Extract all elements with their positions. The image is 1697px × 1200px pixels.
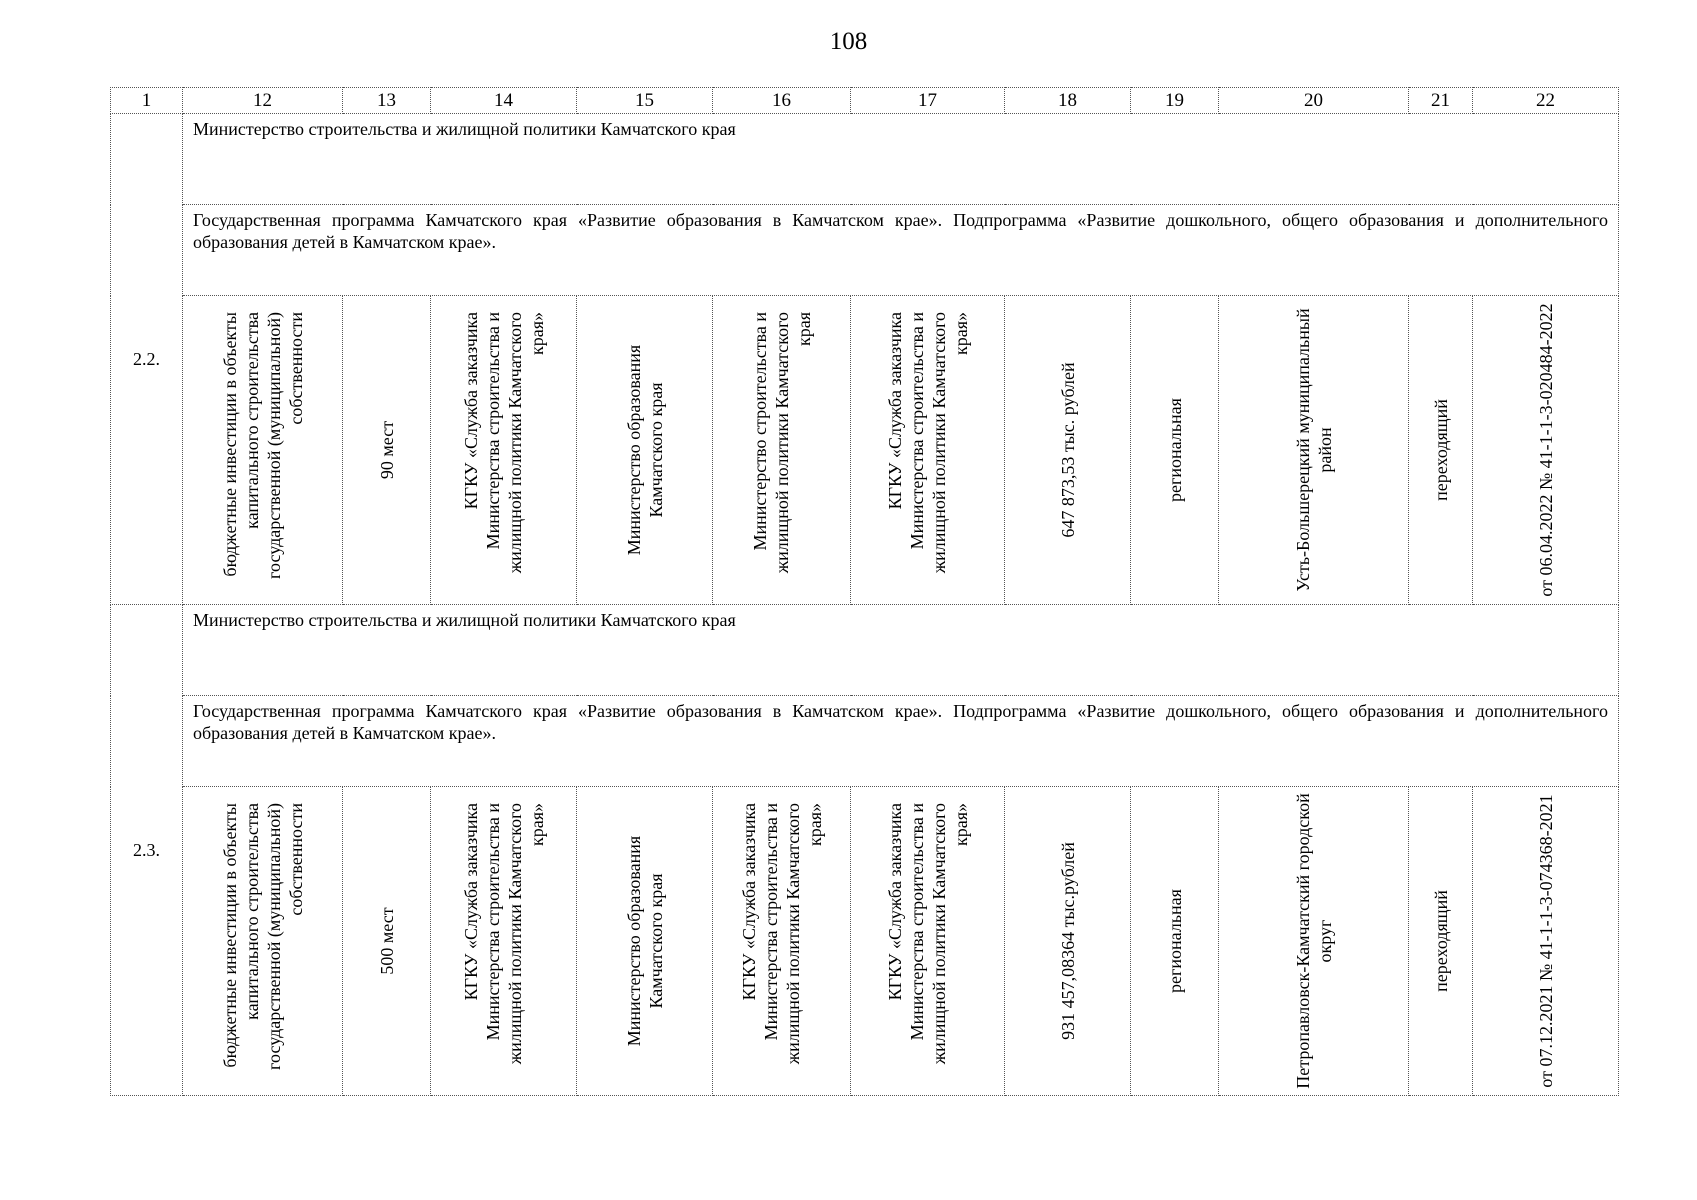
responsible-cell: КГКУ «Служба заказчика Министерства строительства и жилищной политики Камчатского края» xyxy=(713,787,851,1096)
column-header: 16 xyxy=(713,88,851,114)
column-header: 15 xyxy=(577,88,713,114)
customer-cell: КГКУ «Служба заказчика Министерства строительства и жилищной политики Камчатского края» xyxy=(431,296,577,605)
level-cell: региональная xyxy=(1131,296,1219,605)
row-number: 2.3. xyxy=(111,605,183,1096)
capacity-cell: 90 мест xyxy=(343,296,431,605)
status-cell: переходящий xyxy=(1409,296,1473,605)
column-header: 20 xyxy=(1219,88,1409,114)
organization-cell: Министерство строительства и жилищной политики Камчатского края xyxy=(183,605,1619,696)
cost-cell: 647 873,53 тыс. рублей xyxy=(1005,296,1131,605)
organization-cell: Министерство строительства и жилищной политики Камчатского края xyxy=(183,114,1619,205)
row-number: 2.2. xyxy=(111,114,183,605)
column-header: 14 xyxy=(431,88,577,114)
location-cell: Петропавловск-Камчатский городской округ xyxy=(1219,787,1409,1096)
location-cell: Усть-Большерецкий муниципальный район xyxy=(1219,296,1409,605)
table-row xyxy=(111,296,1619,605)
program-cell: Государственная программа Камчатского края «Развитие образования в Камчатском крае». Подпрограмма «Развитие дошкольного, общего образования и дополнительного образования детей в Камчатском крае». xyxy=(183,205,1619,296)
table-row xyxy=(111,114,1619,205)
table-row xyxy=(111,205,1619,296)
expertise-cell: от 06.04.2022 № 41-1-1-3-020484-2022 xyxy=(1473,296,1619,605)
program-cell: Государственная программа Камчатского края «Развитие образования в Камчатском крае». Подпрограмма «Развитие дошкольного, общего образования и дополнительного образования детей в Камчатском крае». xyxy=(183,696,1619,787)
data-table xyxy=(110,87,1619,1096)
column-header: 22 xyxy=(1473,88,1619,114)
column-header: 19 xyxy=(1131,88,1219,114)
column-header: 13 xyxy=(343,88,431,114)
developer-cell: КГКУ «Служба заказчика Министерства строительства и жилищной политики Камчатского края» xyxy=(851,296,1005,605)
main-manager-cell: Министерство образования Камчатского края xyxy=(577,787,713,1096)
table-row xyxy=(111,787,1619,1096)
main-manager-cell: Министерство образования Камчатского края xyxy=(577,296,713,605)
investment-type-cell: бюджетные инвестиции в объекты капитального строительства государственной (муниципальной) собственности xyxy=(183,787,343,1096)
table-row xyxy=(111,605,1619,696)
expertise-cell: от 07.12.2021 № 41-1-1-3-074368-2021 xyxy=(1473,787,1619,1096)
page-number: 108 xyxy=(829,28,868,55)
table-row xyxy=(111,696,1619,787)
column-header: 21 xyxy=(1409,88,1473,114)
column-header: 12 xyxy=(183,88,343,114)
column-header-row xyxy=(111,88,1619,114)
column-header: 17 xyxy=(851,88,1005,114)
column-header: 18 xyxy=(1005,88,1131,114)
responsible-cell: Министерство строительства и жилищной политики Камчатского края xyxy=(713,296,851,605)
capacity-cell: 500 мест xyxy=(343,787,431,1096)
investment-type-cell: бюджетные инвестиции в объекты капитального строительства государственной (муниципальной) собственности xyxy=(183,296,343,605)
customer-cell: КГКУ «Служба заказчика Министерства строительства и жилищной политики Камчатского края» xyxy=(431,787,577,1096)
status-cell: переходящий xyxy=(1409,787,1473,1096)
developer-cell: КГКУ «Служба заказчика Министерства строительства и жилищной политики Камчатского края» xyxy=(851,787,1005,1096)
level-cell: региональная xyxy=(1131,787,1219,1096)
cost-cell: 931 457,08364 тыс.рублей xyxy=(1005,787,1131,1096)
column-header: 1 xyxy=(111,88,183,114)
